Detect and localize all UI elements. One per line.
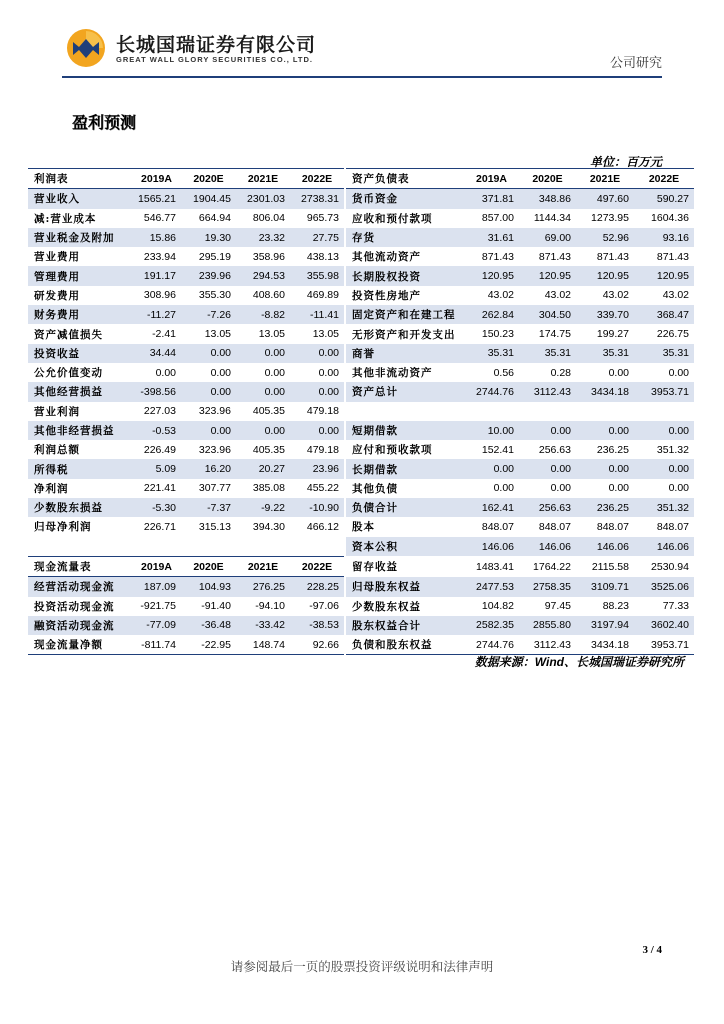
row-label: 营业税金及附加 [28, 228, 132, 247]
cell-value: 97.45 [544, 600, 571, 613]
cell-value: 323.96 [198, 443, 231, 456]
cell-value: 93.16 [634, 228, 694, 247]
cell-value: 69.00 [519, 228, 576, 247]
cell-value: -5.30 [132, 498, 181, 517]
cell-value: 20.27 [236, 459, 290, 478]
cell-value: 664.94 [198, 212, 231, 225]
row-label: 长期借款 [346, 459, 464, 478]
cell-value: 1565.21 [132, 189, 181, 209]
cell-value: -921.75 [140, 600, 176, 613]
cell-value: 3109.71 [576, 577, 634, 597]
cell-value: 34.44 [132, 344, 181, 363]
cell-value [634, 402, 694, 421]
cell-value: 0.56 [493, 366, 514, 379]
section-title: 盈利预测 [72, 115, 137, 132]
cell-value: 35.31 [464, 344, 519, 363]
cell-value: 92.66 [290, 635, 344, 655]
cell-value: 146.06 [576, 537, 634, 557]
cell-value: 3602.40 [634, 616, 694, 635]
cell-value: 590.27 [634, 189, 694, 209]
cell-value: 2855.80 [519, 616, 576, 635]
cell-value: 295.19 [198, 250, 231, 263]
cell-value: -8.82 [236, 305, 290, 324]
cell-value: 152.41 [481, 443, 514, 456]
cell-value: 2744.76 [464, 382, 519, 401]
table-row [28, 382, 694, 401]
cell-value: 43.02 [487, 289, 514, 302]
cell-value: 323.96 [198, 405, 231, 418]
cell-value: 236.25 [576, 498, 634, 517]
cell-value: 0.00 [155, 366, 176, 379]
cell-value: 3434.18 [576, 382, 634, 401]
table-row [28, 402, 694, 421]
financial-forecast-table [28, 168, 694, 655]
cell-value: 0.28 [550, 366, 571, 379]
cell-value: 806.04 [252, 212, 285, 225]
cell-value: 351.32 [634, 498, 694, 517]
footer-disclaimer-link: 请参阅最后一页的股票投资评级说明和法律声明 [230, 960, 494, 974]
cell-value: 0.00 [634, 421, 694, 440]
cell-value: 88.23 [602, 600, 629, 613]
table-row [28, 479, 694, 498]
cell-value: 174.75 [538, 328, 571, 341]
row-label: 其他经营损益 [28, 382, 132, 401]
cell-value: 43.02 [544, 289, 571, 302]
cell-value [181, 537, 236, 557]
cell-value: 479.18 [306, 443, 339, 456]
cell-value: 371.81 [464, 189, 519, 209]
cell-value: 3197.94 [576, 616, 634, 635]
row-label: 应收和预付款项 [352, 212, 433, 225]
cell-value: 239.96 [181, 266, 236, 285]
cell-value: -7.26 [181, 305, 236, 324]
cell-value: 2582.35 [464, 616, 519, 635]
cell-value: 256.63 [519, 498, 576, 517]
cell-value: 355.30 [198, 289, 231, 302]
cell-value: 0.00 [550, 482, 571, 495]
row-label [28, 537, 132, 557]
row-label: 其他负债 [352, 482, 398, 495]
year-header: 2019A [132, 169, 181, 189]
cell-value [519, 402, 576, 421]
cell-value: 871.43 [538, 250, 571, 263]
cell-value: 315.13 [198, 520, 231, 533]
cell-value: 546.77 [143, 212, 176, 225]
year-header: 2019A [132, 556, 181, 576]
cell-value: 227.03 [143, 405, 176, 418]
cell-value: 497.60 [576, 189, 634, 209]
row-label: 营业利润 [34, 405, 80, 418]
cell-value: 1604.36 [651, 212, 689, 225]
cell-value: 3953.71 [634, 382, 694, 401]
cell-value: 307.77 [198, 482, 231, 495]
year-header: 2019A [464, 169, 519, 189]
table-header-row [28, 169, 694, 189]
cell-value: 2115.58 [591, 560, 629, 573]
table-row [28, 616, 694, 635]
cell-value: 455.22 [306, 482, 339, 495]
cell-value: 965.73 [306, 212, 339, 225]
cell-value: 0.00 [318, 366, 339, 379]
cell-value: 308.96 [143, 289, 176, 302]
table-row [28, 440, 694, 459]
table-row [28, 577, 694, 597]
company-name-cn: 长城国瑞证券有限公司 [116, 35, 317, 56]
cell-value: 27.75 [290, 228, 344, 247]
year-header: 2021E [236, 556, 290, 576]
table-row [28, 556, 694, 576]
cell-value: 848.07 [596, 520, 629, 533]
cell-value: 226.71 [143, 520, 176, 533]
row-label: 其他非流动资产 [352, 367, 433, 380]
cell-value: 1483.41 [476, 560, 514, 573]
cell-value [132, 537, 181, 557]
cell-value: 0.00 [236, 382, 290, 401]
cell-value: 1904.45 [181, 189, 236, 209]
cell-value: 0.00 [290, 421, 344, 440]
table-row [28, 266, 694, 285]
row-label: 公允价值变动 [34, 367, 103, 380]
cell-value: 43.02 [662, 289, 689, 302]
table-row [28, 209, 694, 228]
cell-value: 358.96 [252, 250, 285, 263]
cell-value: 0.00 [519, 459, 576, 478]
cell-value: 848.07 [656, 520, 689, 533]
cell-value: -398.56 [132, 382, 181, 401]
row-label: 融资活动现金流 [28, 616, 132, 635]
cell-value: 466.12 [306, 520, 339, 533]
cell-value: 355.98 [290, 266, 344, 285]
row-label: 投资性房地产 [352, 289, 421, 302]
cell-value: 0.00 [519, 421, 576, 440]
cell-value: 2530.94 [651, 560, 689, 573]
cell-value: 0.00 [236, 421, 290, 440]
cell-value: 35.31 [634, 344, 694, 363]
cell-value: 0.00 [210, 366, 231, 379]
row-label: 货币资金 [346, 189, 464, 209]
row-label: 少数股东权益 [352, 600, 421, 613]
cell-value: -77.09 [132, 616, 181, 635]
cell-value: 348.86 [519, 189, 576, 209]
cell-value: 871.43 [596, 250, 629, 263]
cell-value: 120.95 [576, 266, 634, 285]
row-label: 固定资产和在建工程 [346, 305, 464, 324]
cell-value: 19.30 [181, 228, 236, 247]
unit-label: 单位：百万元 [589, 155, 662, 169]
row-label: 其他流动资产 [352, 251, 421, 264]
table-row [28, 421, 694, 440]
cell-value [236, 537, 290, 557]
row-label: 研发费用 [34, 289, 80, 302]
row-label: 管理费用 [28, 266, 132, 285]
row-label: 负债和股东权益 [346, 635, 464, 655]
cell-value: 0.00 [264, 366, 285, 379]
cell-value: 35.31 [519, 344, 576, 363]
cell-value: -36.48 [181, 616, 236, 635]
cell-value: 2738.31 [290, 189, 344, 209]
cell-value: 187.09 [132, 577, 181, 597]
cell-value: 408.60 [252, 289, 285, 302]
cell-value: 228.25 [290, 577, 344, 597]
cell-value: 0.00 [668, 482, 689, 495]
cell-value: 479.18 [306, 405, 339, 418]
cell-value: 2477.53 [464, 577, 519, 597]
cell-value: 0.00 [608, 366, 629, 379]
cell-value: 2744.76 [464, 635, 519, 655]
cell-value: 3525.06 [634, 577, 694, 597]
cell-value: 16.20 [181, 459, 236, 478]
cell-value: 339.70 [576, 305, 634, 324]
row-label: 长期股权投资 [346, 266, 464, 285]
header-divider [62, 76, 662, 78]
year-header: 2022E [290, 556, 344, 576]
cell-value: 15.86 [132, 228, 181, 247]
cell-value: 43.02 [602, 289, 629, 302]
row-label: 财务费用 [28, 305, 132, 324]
row-label: 短期借款 [346, 421, 464, 440]
income-statement-header: 利润表 [28, 169, 132, 189]
cell-value: 848.07 [538, 520, 571, 533]
row-label: 经营活动现金流 [28, 577, 132, 597]
cell-value: -2.41 [152, 328, 176, 341]
row-label: 投资收益 [28, 344, 132, 363]
row-label: 资产总计 [346, 382, 464, 401]
row-label: 营业收入 [28, 189, 132, 209]
cell-value [290, 537, 344, 557]
cell-value: 256.63 [538, 443, 571, 456]
cashflow-header: 现金流量表 [28, 556, 132, 576]
cell-value: 2301.03 [236, 189, 290, 209]
row-label: 负债合计 [346, 498, 464, 517]
year-header: 2020E [519, 169, 576, 189]
row-label: 资本公积 [346, 537, 464, 557]
cell-value: 226.75 [656, 328, 689, 341]
cell-value: 3953.71 [634, 635, 694, 655]
year-header: 2020E [181, 556, 236, 576]
cell-value: 23.96 [290, 459, 344, 478]
cell-value: 0.00 [668, 366, 689, 379]
cell-value: 150.23 [481, 328, 514, 341]
cell-value: 0.00 [181, 382, 236, 401]
cell-value: -22.95 [181, 635, 236, 655]
cell-value: 0.00 [181, 344, 236, 363]
cell-value: -0.53 [132, 421, 181, 440]
table-row [28, 597, 694, 616]
table-row [28, 305, 694, 324]
year-header: 2021E [576, 169, 634, 189]
cell-value: 3434.18 [576, 635, 634, 655]
year-header: 2022E [634, 169, 694, 189]
cell-value: 405.35 [252, 405, 285, 418]
cell-value: 13.05 [204, 328, 231, 341]
report-header [62, 22, 662, 76]
cell-value: -38.53 [290, 616, 344, 635]
cell-value: 857.00 [481, 212, 514, 225]
cell-value: 2758.35 [519, 577, 576, 597]
cell-value: 0.00 [290, 382, 344, 401]
row-label: 投资活动现金流 [34, 600, 115, 613]
row-label: 减:营业成本 [34, 212, 97, 225]
cell-value: -91.40 [201, 600, 231, 613]
cell-value: 236.25 [596, 443, 629, 456]
table-row [28, 189, 694, 209]
table-row [28, 537, 694, 557]
cell-value: 148.74 [236, 635, 290, 655]
cell-value: 104.82 [481, 600, 514, 613]
cell-value: 1273.95 [591, 212, 629, 225]
row-label: 留存收益 [352, 561, 398, 574]
cell-value [464, 402, 519, 421]
cell-value: 848.07 [481, 520, 514, 533]
cell-value: 469.89 [306, 289, 339, 302]
cell-value: -9.22 [236, 498, 290, 517]
cell-value: 0.00 [576, 459, 634, 478]
cell-value: 394.30 [252, 520, 285, 533]
cell-value: 146.06 [519, 537, 576, 557]
cell-value: 0.00 [576, 421, 634, 440]
cell-value: 0.00 [290, 344, 344, 363]
row-label: 应付和预收款项 [352, 444, 433, 457]
table-row [28, 324, 694, 343]
cell-value: -94.10 [255, 600, 285, 613]
cell-value: 3112.43 [519, 382, 576, 401]
table-row [28, 635, 694, 655]
cell-value: 120.95 [634, 266, 694, 285]
cell-value: 10.00 [464, 421, 519, 440]
cell-value: 35.31 [576, 344, 634, 363]
cell-value: 304.50 [519, 305, 576, 324]
cell-value: 871.43 [656, 250, 689, 263]
row-label: 股本 [352, 521, 375, 534]
cell-value: 438.13 [306, 250, 339, 263]
table-row [28, 247, 694, 266]
cell-value: 120.95 [519, 266, 576, 285]
table-row [28, 498, 694, 517]
company-name-en: GREAT WALL GLORY SECURITIES CO., LTD. [116, 55, 314, 64]
cell-value: 0.00 [236, 344, 290, 363]
cell-value: 294.53 [236, 266, 290, 285]
cell-value [576, 402, 634, 421]
row-label: 少数股东损益 [28, 498, 132, 517]
cell-value: 0.00 [634, 459, 694, 478]
cell-value: 162.41 [464, 498, 519, 517]
cell-value: 120.95 [464, 266, 519, 285]
cell-value: 221.41 [143, 482, 176, 495]
cell-value: 146.06 [634, 537, 694, 557]
row-label: 现金流量净额 [28, 635, 132, 655]
cell-value: 351.32 [656, 443, 689, 456]
row-label: 营业费用 [34, 251, 80, 264]
row-label: 利润总额 [34, 444, 80, 457]
table-row [28, 459, 694, 478]
year-header: 2020E [181, 169, 236, 189]
cell-value: 31.61 [464, 228, 519, 247]
cell-value: 368.47 [634, 305, 694, 324]
table-row [28, 344, 694, 363]
table-row [28, 286, 694, 305]
page-number: 3 / 4 [642, 944, 662, 956]
table-row [28, 517, 694, 536]
row-label: 所得税 [28, 459, 132, 478]
cell-value: -11.27 [132, 305, 181, 324]
cell-value: -33.42 [236, 616, 290, 635]
cell-value: 13.05 [312, 328, 339, 341]
year-header: 2022E [290, 169, 344, 189]
cell-value: 1764.22 [533, 560, 571, 573]
cell-value: 262.84 [464, 305, 519, 324]
cell-value: 871.43 [481, 250, 514, 263]
cell-value: 276.25 [236, 577, 290, 597]
cell-value: -7.37 [181, 498, 236, 517]
row-label: 净利润 [34, 482, 69, 495]
row-label: 商誉 [346, 344, 464, 363]
cell-value: -10.90 [290, 498, 344, 517]
cell-value: 1144.34 [533, 212, 571, 225]
cell-value: 13.05 [258, 328, 285, 341]
cell-value: 233.94 [143, 250, 176, 263]
cell-value: 77.33 [662, 600, 689, 613]
row-label: 其他非经营损益 [28, 421, 132, 440]
data-source: 数据来源：Wind、长城国瑞证券研究所 [474, 655, 684, 669]
great-wall-glory-logo-icon [66, 28, 106, 68]
report-type: 公司研究 [609, 55, 662, 70]
balance-sheet-header: 资产负债表 [346, 169, 464, 189]
table-row [28, 363, 694, 382]
cell-value: 199.27 [596, 328, 629, 341]
cell-value: 405.35 [252, 443, 285, 456]
row-label: 资产减值损失 [34, 328, 103, 341]
cell-value: 3112.43 [519, 635, 576, 655]
cell-value: 0.00 [493, 482, 514, 495]
cell-value: 23.32 [236, 228, 290, 247]
row-label: 存货 [346, 228, 464, 247]
row-label: 无形资产和开发支出 [352, 328, 456, 341]
year-header: 2021E [236, 169, 290, 189]
table-row [28, 228, 694, 247]
cell-value: 0.00 [464, 459, 519, 478]
cell-value: 191.17 [132, 266, 181, 285]
cell-value: 226.49 [143, 443, 176, 456]
cell-value: -811.74 [132, 635, 181, 655]
row-label: 归母股东权益 [346, 577, 464, 597]
row-label [346, 402, 464, 421]
cell-value: 0.00 [608, 482, 629, 495]
cell-value: 146.06 [464, 537, 519, 557]
cell-value: 0.00 [181, 421, 236, 440]
cell-value: 52.96 [576, 228, 634, 247]
cell-value: -11.41 [290, 305, 344, 324]
cell-value: 385.08 [252, 482, 285, 495]
row-label: 归母净利润 [34, 521, 92, 534]
cell-value: 104.93 [181, 577, 236, 597]
cell-value: -97.06 [309, 600, 339, 613]
cell-value: 5.09 [132, 459, 181, 478]
row-label: 股东权益合计 [346, 616, 464, 635]
